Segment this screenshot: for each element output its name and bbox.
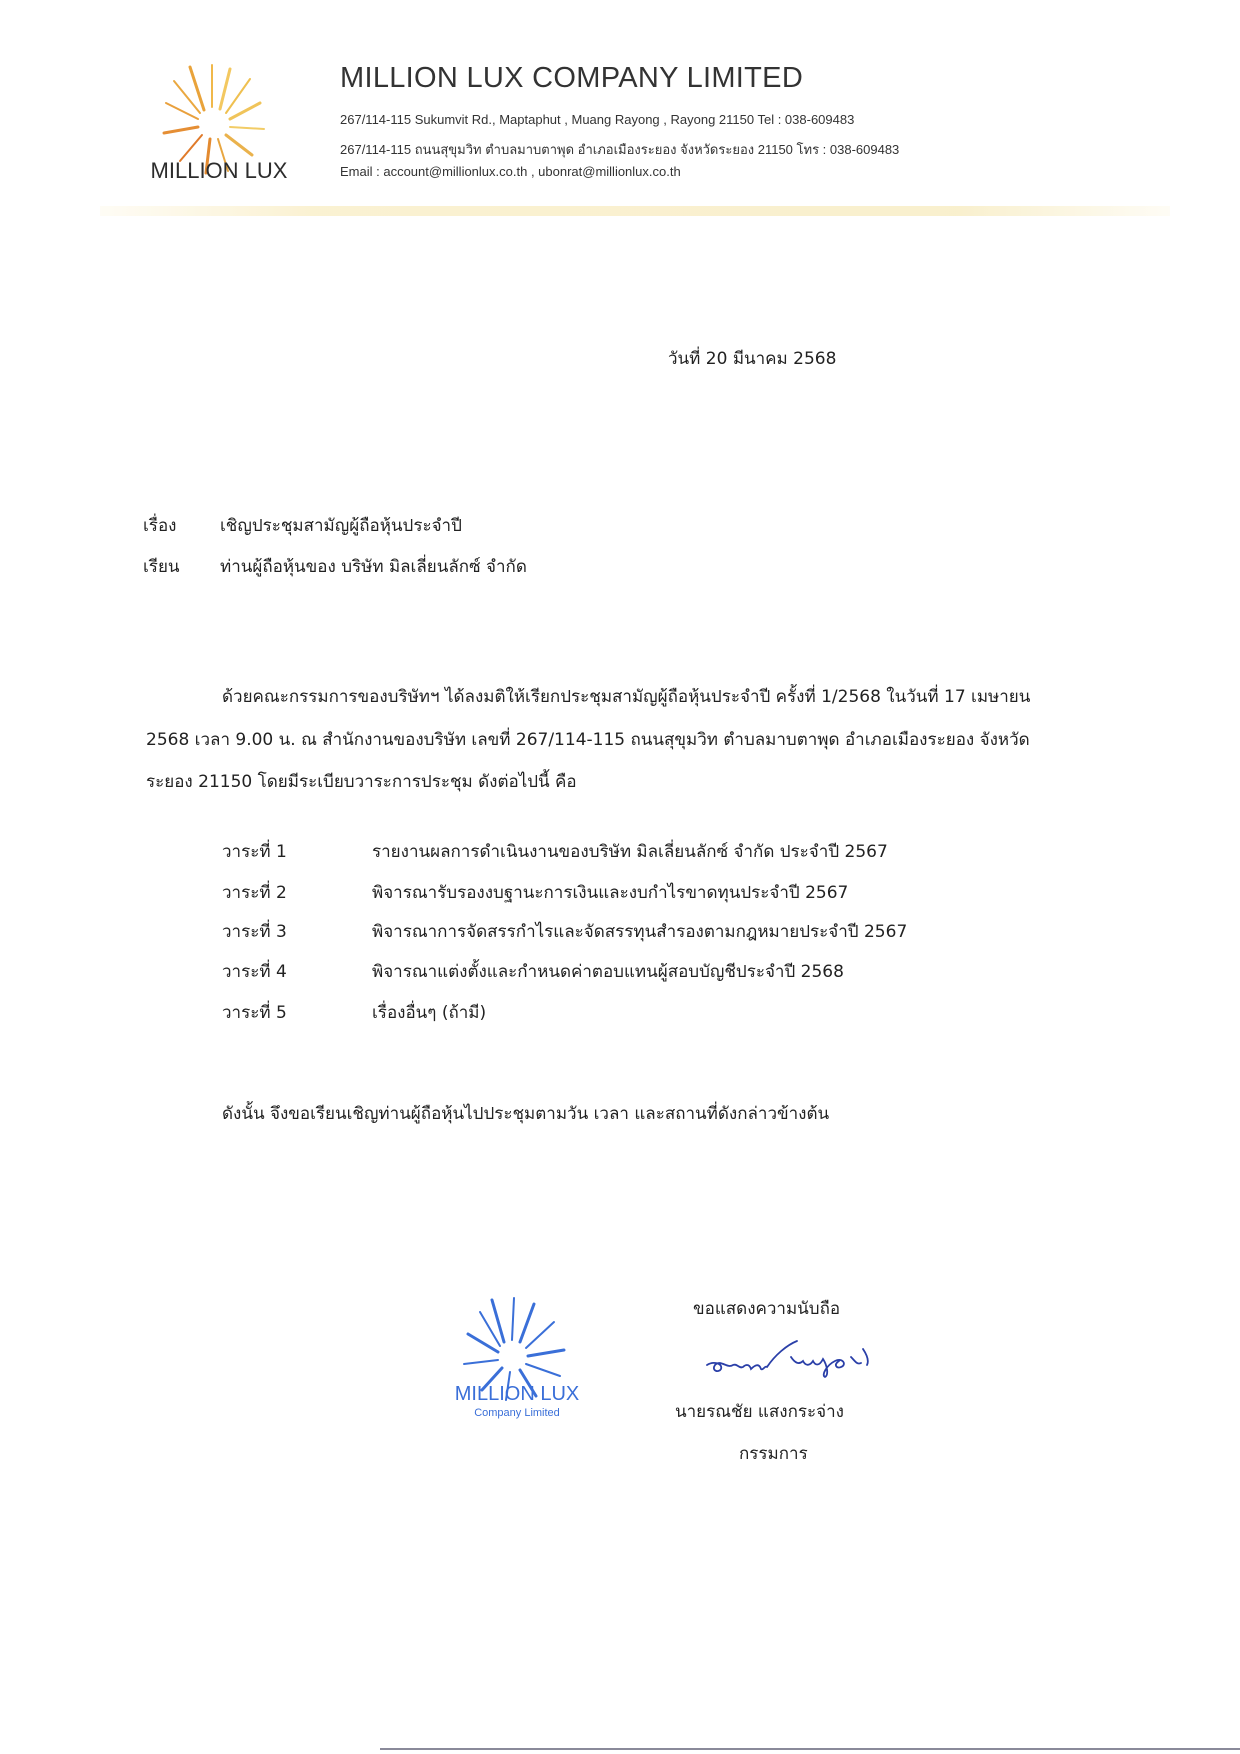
recipient-text: ท่านผู้ถือหุ้นของ บริษัท มิลเลี่ยนลักซ์ จำกัด	[220, 557, 527, 577]
agenda-item-1-label: วาระที่ 1	[222, 842, 287, 862]
agenda-item-5-label: วาระที่ 5	[222, 1003, 287, 1023]
company-stamp	[432, 1292, 602, 1422]
body-line-2: 2568 เวลา 9.00 น. ณ สำนักงานของบริษัท เลขที่ 267/114-115 ถนนสุขุมวิท ตำบลมาบตาพุด อำเภอเมืองระยอง จังหวัด	[146, 730, 1030, 750]
header-divider-band	[100, 206, 1170, 216]
letter-date: วันที่ 20 มีนาคม 2568	[668, 349, 837, 369]
agenda-item-4-text: พิจารณาแต่งตั้งและกำหนดค่าตอบแทนผู้สอบบัญชีประจำปี 2568	[372, 962, 844, 982]
sunburst-icon	[164, 65, 264, 173]
agenda-item-2-text: พิจารณารับรองงบฐานะการเงินและงบกำไรขาดทุนประจำปี 2567	[372, 883, 849, 903]
agenda-item-5-text: เรื่องอื่นๆ (ถ้ามี)	[372, 1003, 487, 1023]
page-bottom-rule	[380, 1748, 1240, 1750]
signer-name: นายรณชัย แสงกระจ่าง	[675, 1402, 844, 1422]
agenda-item-2-label: วาระที่ 2	[222, 883, 287, 903]
signer-title: กรรมการ	[739, 1444, 808, 1464]
agenda-item-3-text: พิจารณาการจัดสรรกำไรและจัดสรรทุนสำรองตามกฎหมายประจำปี 2567	[372, 922, 908, 942]
agenda-item-3-label: วาระที่ 3	[222, 922, 287, 942]
recipient-label: เรียน	[143, 557, 180, 577]
subject-label: เรื่อง	[143, 516, 177, 536]
stamp-wordmark: MILLION LUX	[454, 1383, 580, 1405]
logo-wordmark: MILLION LUX	[150, 158, 288, 183]
closing-paragraph: ดังนั้น จึงขอเรียนเชิญท่านผู้ถือหุ้นไปประชุมตามวัน เวลา และสถานที่ดังกล่าวข้างต้น	[222, 1104, 830, 1124]
email-line: Email : account@millionlux.co.th , ubonrat@millionlux.co.th	[340, 164, 681, 179]
company-logo	[132, 55, 307, 185]
stamp-subtitle: Company Limited	[474, 1407, 560, 1419]
body-line-3: ระยอง 21150 โดยมีระเบียบวาระการประชุม ดังต่อไปนี้ คือ	[146, 772, 577, 792]
agenda-item-4-label: วาระที่ 4	[222, 962, 287, 982]
agenda-item-1-text: รายงานผลการดำเนินงานของบริษัท มิลเลี่ยนลักซ์ จำกัด ประจำปี 2567	[372, 842, 888, 862]
company-name: MILLION LUX COMPANY LIMITED	[340, 62, 804, 94]
address-thai: 267/114-115 ถนนสุขุมวิท ตำบลมาบตาพุด อำเภอเมืองระยอง จังหวัดระยอง 21150 โทร : 038-609483	[340, 142, 900, 157]
subject-text: เชิญประชุมสามัญผู้ถือหุ้นประจำปี	[220, 516, 462, 536]
body-line-1: ด้วยคณะกรรมการของบริษัทฯ ได้ลงมติให้เรียกประชุมสามัญผู้ถือหุ้นประจำปี ครั้งที่ 1/2568 ในวันที่ 17 เมษายน	[222, 687, 1031, 707]
regards-text: ขอแสดงความนับถือ	[693, 1299, 841, 1319]
signature-image	[705, 1335, 885, 1380]
address-english: 267/114-115 Sukumvit Rd., Maptaphut , Muang Rayong , Rayong 21150 Tel : 038-609483	[340, 112, 855, 127]
